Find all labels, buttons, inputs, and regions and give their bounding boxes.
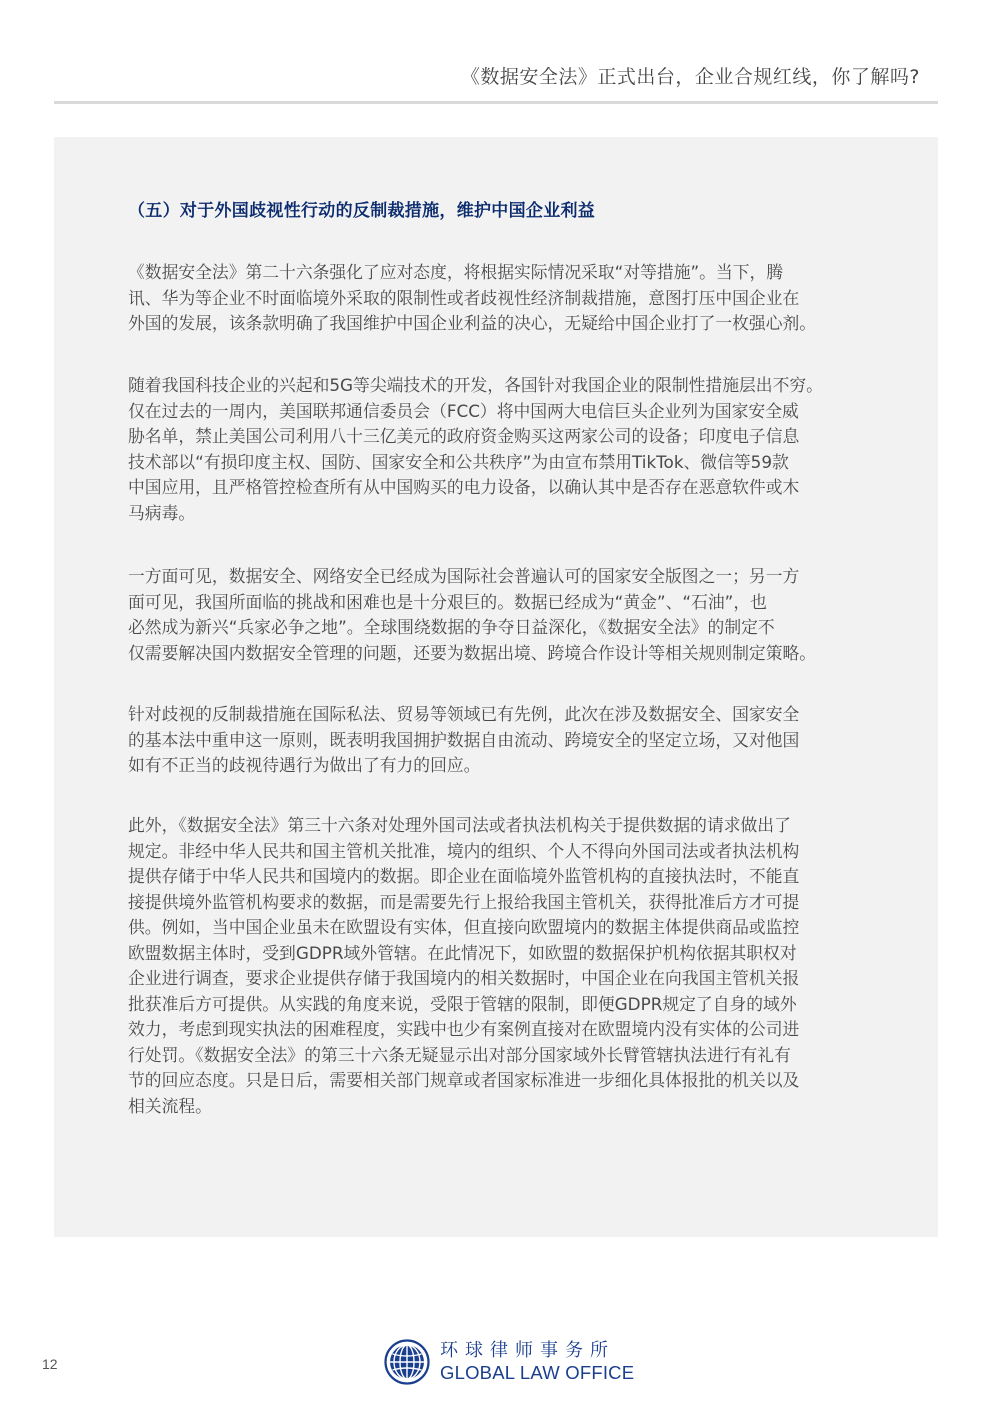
globe-logo-icon bbox=[384, 1339, 430, 1385]
paragraph-line: 必然成为新兴“兵家必争之地”。全球围绕数据的争夺日益深化，《数据安全法》的制定不 bbox=[128, 617, 775, 637]
logo-english-name: GLOBAL LAW OFFICE bbox=[440, 1362, 635, 1383]
document-header-title: 《数据安全法》正式出台，企业合规红线，你了解吗? bbox=[460, 66, 920, 88]
paragraph-line: 欧盟数据主体时，受到GDPR域外管辖。在此情况下，如欧盟的数据保护机构依据其职权对 bbox=[128, 942, 797, 963]
logo-chinese-name: 环球律师事务所 bbox=[440, 1340, 615, 1361]
paragraph-line: 批获准后方可提供。从实践的角度来说，受限于管辖的限制，即便GDPR规定了自身的域外 bbox=[128, 993, 797, 1014]
footer-logo bbox=[384, 1336, 634, 1388]
paragraph-line: 行处罚。《数据安全法》的第三十六条无疑显示出对部分国家域外长臂管辖执法进行有礼有 bbox=[128, 1044, 791, 1065]
paragraph-4 bbox=[128, 702, 888, 779]
paragraph-3 bbox=[128, 564, 888, 666]
paragraph-line: 如有不正当的歧视待遇行为做出了有力的回应。 bbox=[128, 755, 481, 775]
paragraph-line: 外国的发展，该条款明确了我国维护中国企业利益的决心，无疑给中国企业打了一枚强心剂。 bbox=[128, 313, 817, 333]
paragraph-line: 面可见，我国所面临的挑战和困难也是十分艰巨的。数据已经成为“黄金”、“石油”，也 bbox=[128, 591, 767, 612]
paragraph-line: 企业进行调查，要求企业提供存储于我国境内的相关数据时，中国企业在向我国主管机关报 bbox=[128, 968, 800, 988]
paragraph-5 bbox=[128, 813, 888, 1119]
paragraph-line: 效力，考虑到现实执法的困难程度，实践中也少有案例直接对在欧盟境内没有实体的公司进 bbox=[128, 1019, 800, 1039]
paragraph-line: 仅在过去的一周内，美国联邦通信委员会（FCC）将中国两大电信巨头企业列为国家安全威 bbox=[128, 400, 799, 421]
paragraph-line: 胁名单，禁止美国公司利用八十三亿美元的政府资金购买这两家公司的设备；印度电子信息 bbox=[128, 426, 800, 446]
paragraph-line: 节的回应态度。只是日后，需要相关部门规章或者国家标准进一步细化具体报批的机关以及 bbox=[128, 1070, 800, 1090]
paragraph-line: 相关流程。 bbox=[128, 1095, 212, 1116]
paragraph-line: 提供存储于中华人民共和国境内的数据。即企业在面临境外监管机构的直接执法时，不能直 bbox=[128, 866, 800, 886]
paragraph-1 bbox=[128, 260, 888, 337]
page-number: 12 bbox=[42, 1356, 58, 1372]
paragraph-line: 接提供境外监管机构要求的数据，而是需要先行上报给我国主管机关，获得批准后方才可提 bbox=[128, 891, 800, 912]
paragraph-line: 讯、华为等企业不时面临境外采取的限制性或者歧视性经济制裁措施，意图打压中国企业在 bbox=[128, 287, 800, 308]
paragraph-line: 一方面可见，数据安全、网络安全已经成为国际社会普遍认可的国家安全版图之一；另一方 bbox=[128, 566, 800, 586]
paragraph-line: 随着我国科技企业的兴起和5G等尖端技术的开发，各国针对我国企业的限制性措施层出不穷。 bbox=[128, 375, 823, 395]
paragraph-2 bbox=[128, 373, 888, 526]
paragraph-line: 仅需要解决国内数据安全管理的问题，还要为数据出境、跨境合作设计等相关规则制定策略。 bbox=[128, 642, 817, 663]
paragraph-line: 供。例如，当中国企业虽未在欧盟设有实体，但直接向欧盟境内的数据主体提供商品或监控 bbox=[128, 917, 800, 937]
paragraph-line: 规定。非经中华人民共和国主管机关批准，境内的组织、个人不得向外国司法或者执法机构 bbox=[128, 840, 800, 861]
paragraph-line: 中国应用，且严格管控检查所有从中国购买的电力设备，以确认其中是否存在恶意软件或木 bbox=[128, 477, 800, 497]
header-divider bbox=[54, 101, 938, 104]
section-heading: （五）对于外国歧视性行动的反制裁措施，维护中国企业利益 bbox=[128, 201, 596, 221]
paragraph-line: 《数据安全法》第二十六条强化了应对态度，将根据实际情况采取“对等措施”。当下，腾 bbox=[128, 262, 784, 282]
paragraph-line: 的基本法中重申这一原则，既表明我国拥护数据自由流动、跨境安全的坚定立场，又对他国 bbox=[128, 729, 800, 750]
paragraph-line: 针对歧视的反制裁措施在国际私法、贸易等领域已有先例，此次在涉及数据安全、国家安全 bbox=[128, 704, 800, 724]
paragraph-line: 技术部以“有损印度主权、国防、国家安全和公共秩序”为由宣布禁用TikTok、微信等59款 bbox=[128, 451, 789, 472]
paragraph-line: 此外，《数据安全法》第三十六条对处理外国司法或者执法机构关于提供数据的请求做出了 bbox=[128, 815, 791, 835]
paragraph-line: 马病毒。 bbox=[128, 502, 196, 523]
